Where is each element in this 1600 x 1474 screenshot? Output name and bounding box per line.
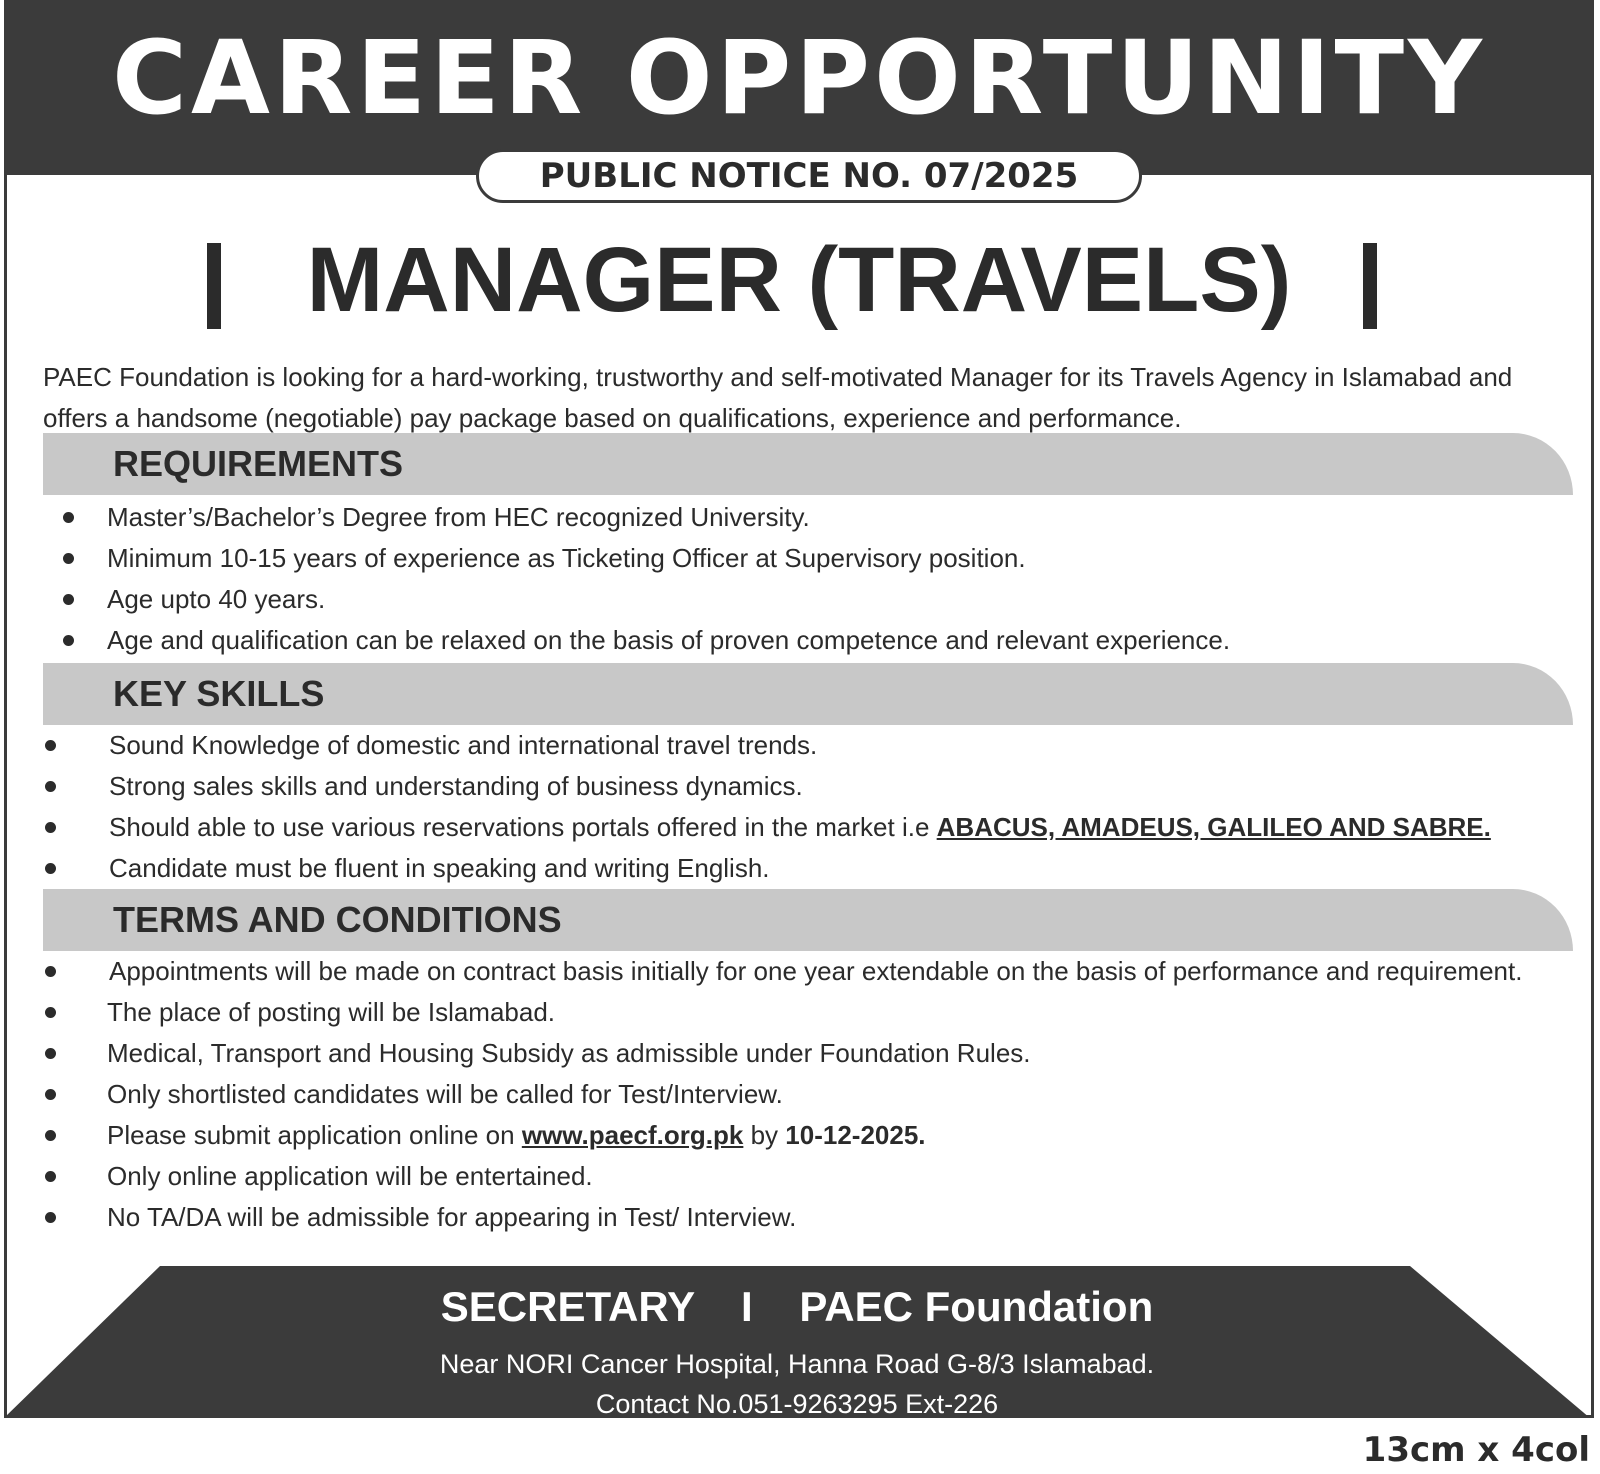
- reservation-portals: ABACUS, AMADEUS, GALILEO AND SABRE.: [936, 812, 1491, 842]
- list-item: Medical, Transport and Housing Subsidy as admissible under Foundation Rules.: [7, 1033, 1567, 1074]
- title-divider-right: [1363, 243, 1377, 329]
- job-title: MANAGER (TRAVELS): [306, 229, 1292, 331]
- list-item: Sound Knowledge of domestic and international travel trends.: [7, 725, 1567, 766]
- website-link[interactable]: www.paecf.org.pk: [521, 1120, 744, 1150]
- key-skills-list: [7, 725, 1567, 889]
- intro-paragraph: PAEC Foundation is looking for a hard-working, trustworthy and self-motivated Manager for its Travels Agency in Islamabad and offers a handsome (negotiable) pay package based on qualifications, experience and performance.: [43, 362, 1513, 433]
- notice-frame: [4, 0, 1594, 1418]
- terms-heading: TERMS AND CONDITIONS: [113, 899, 562, 940]
- list-item: Only online application will be entertained.: [7, 1156, 1567, 1197]
- list-item: Should able to use various reservations portals offered in the market i.e ABACUS, AMADEUS, GALILEO AND SABRE.: [7, 807, 1567, 848]
- bullet-icon: [45, 1048, 56, 1059]
- list-item: Appointments will be made on contract basis initially for one year extendable on the basis of performance and requirement.: [7, 951, 1567, 992]
- requirements-heading: REQUIREMENTS: [113, 443, 404, 484]
- list-item: Candidate must be fluent in speaking and writing English.: [7, 848, 1567, 889]
- key-skills-heading-band: [43, 663, 1573, 725]
- footer-secretary: SECRETARY I PAEC Foundation: [440, 1283, 1154, 1330]
- bullet-icon: [63, 594, 74, 605]
- bullet-icon: [63, 635, 74, 646]
- public-notice-badge: PUBLIC NOTICE NO. 07/2025: [476, 149, 1142, 203]
- list-item: Strong sales skills and understanding of business dynamics.: [7, 766, 1567, 807]
- footer-banner: [4, 1266, 1590, 1418]
- requirements-list: [7, 497, 1567, 661]
- bullet-icon: [45, 966, 56, 977]
- page-title: CAREER OPPORTUNITY: [112, 19, 1486, 138]
- bullet-icon: [45, 781, 56, 792]
- bullet-icon: [63, 512, 74, 523]
- list-item: Please submit application online on www.paecf.org.pk by 10-12-2025.: [7, 1115, 1567, 1156]
- requirements-heading-band: [43, 433, 1573, 495]
- bullet-icon: [63, 553, 74, 564]
- bullet-icon: [45, 1212, 56, 1223]
- list-item: The place of posting will be Islamabad.: [7, 992, 1567, 1033]
- bullet-icon: [45, 863, 56, 874]
- terms-heading-band: [43, 889, 1573, 951]
- application-deadline: 10-12-2025.: [785, 1120, 926, 1150]
- bullet-icon: [45, 740, 56, 751]
- list-item: Only shortlisted candidates will be called for Test/Interview.: [7, 1074, 1567, 1115]
- footer-contact: Contact No.051-9263295 Ext-226: [595, 1389, 999, 1419]
- bullet-icon: [45, 822, 56, 833]
- list-item: No TA/DA will be admissible for appearing in Test/ Interview.: [7, 1197, 1567, 1238]
- bullet-icon: [45, 1130, 56, 1141]
- list-item: Age upto 40 years.: [7, 579, 1567, 620]
- bullet-icon: [45, 1007, 56, 1018]
- terms-list: [7, 951, 1567, 1238]
- bullet-icon: [45, 1171, 56, 1182]
- key-skills-heading: KEY SKILLS: [113, 673, 325, 714]
- list-item: Age and qualification can be relaxed on the basis of proven competence and relevant experience.: [7, 620, 1567, 661]
- list-item: Minimum 10-15 years of experience as Ticketing Officer at Supervisory position.: [7, 538, 1567, 579]
- list-item: Master’s/Bachelor’s Degree from HEC recognized University.: [7, 497, 1567, 538]
- ad-size-note: 13cm x 4col: [1362, 1430, 1590, 1470]
- footer-address: Near NORI Cancer Hospital, Hanna Road G-8/3 Islamabad.: [439, 1349, 1155, 1379]
- bullet-icon: [45, 1089, 56, 1100]
